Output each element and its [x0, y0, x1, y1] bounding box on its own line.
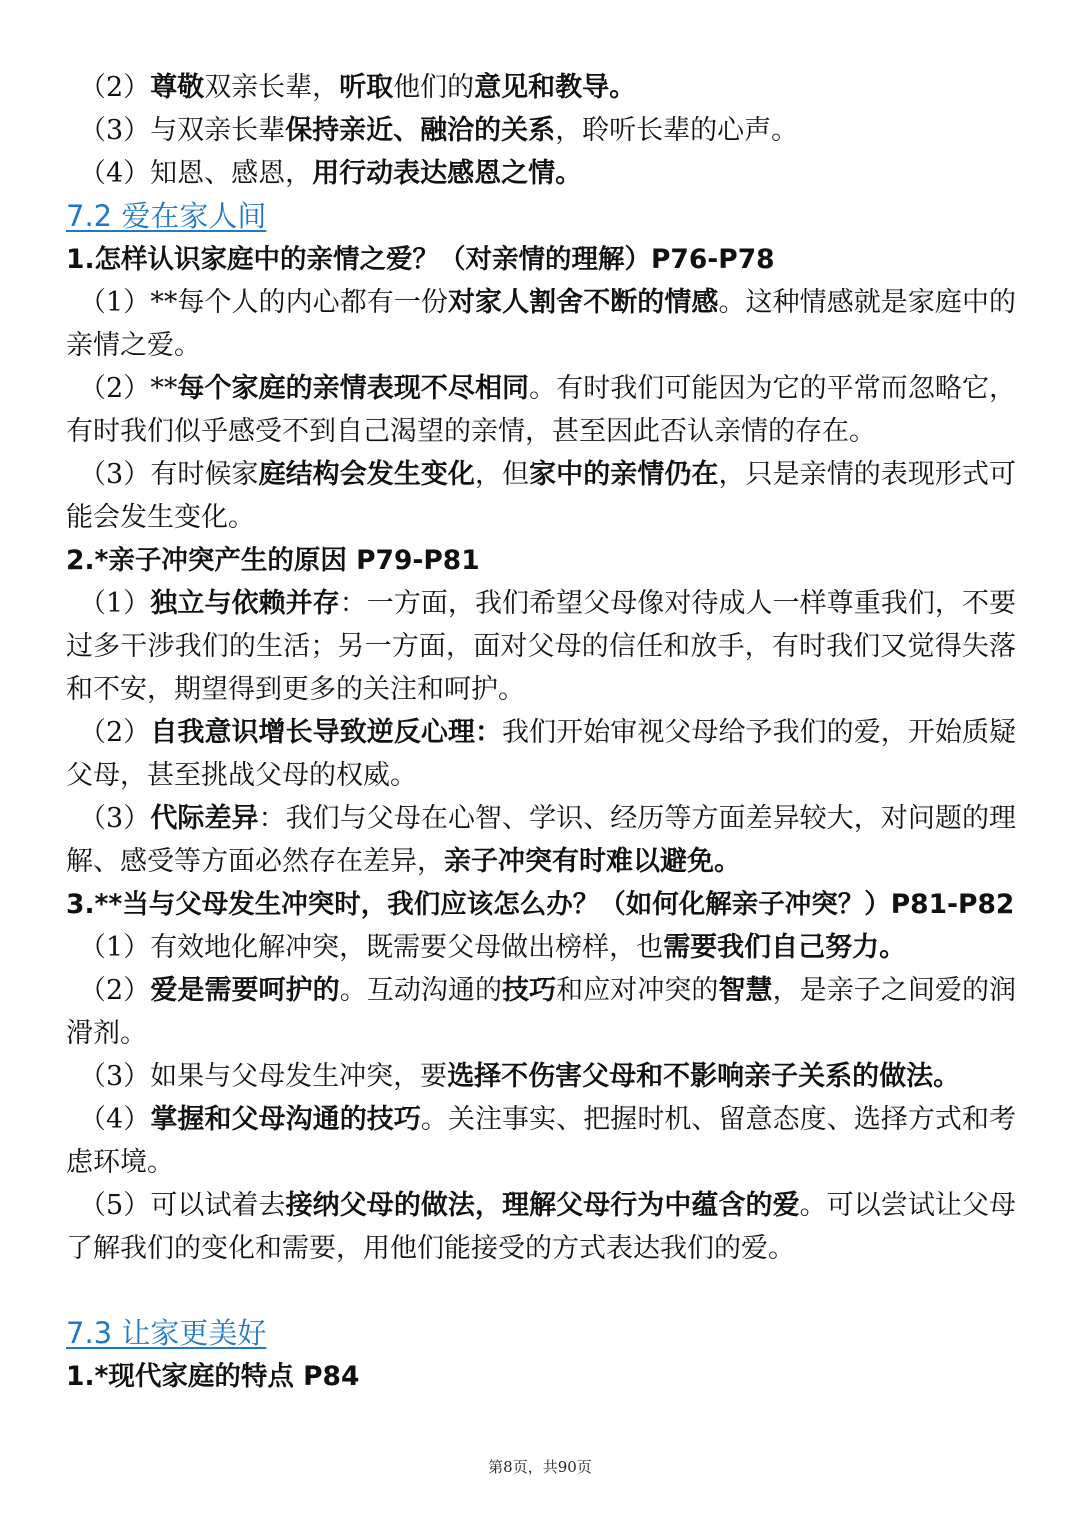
body-text: （2） — [79, 975, 151, 1006]
section-heading-7-3: 7.3 让家更美好 — [66, 1316, 267, 1350]
line-close-relationship — [66, 109, 1016, 152]
emphasis-text: 爱是需要呵护的 — [150, 975, 340, 1006]
question-1-heading: 1.怎样认识家庭中的亲情之爱？（对亲情的理解）P76-P78 — [66, 244, 775, 275]
body-text: ：我们与父母在心智、学识、经历等方面差异较大，对问题的理解、感受等方面必然存在差异， — [66, 803, 1017, 877]
emphasis-text: 掌握和父母沟通的技巧 — [150, 1104, 421, 1135]
emphasis-text: 接纳父母的做法，理解父母行为中蕴含的爱 — [285, 1190, 800, 1221]
question-3-heading: 3.**当与父母发生冲突时，我们应该怎么办？（如何化解亲子冲突？）P81-P82 — [66, 889, 1015, 920]
body-text: 他们的 — [393, 72, 475, 103]
question-3-point-3 — [66, 1055, 1016, 1098]
emphasis-text: 对家人割舍不断的情感 — [447, 287, 719, 318]
body-text: ，聆听长辈的心声。 — [555, 115, 799, 146]
body-text: （2） — [79, 717, 151, 748]
question-1-point-3 — [66, 453, 1016, 539]
question-3-point-4 — [66, 1098, 1016, 1184]
emphasis-text: 听取 — [339, 72, 394, 103]
question-1-point-2 — [66, 367, 1016, 453]
question-2-point-2 — [66, 711, 1016, 797]
body-text: 和应对冲突的 — [556, 975, 719, 1006]
body-text: （3）有时候家 — [79, 459, 259, 490]
section-spacer — [66, 1270, 1016, 1312]
page-footer — [0, 1457, 1080, 1477]
body-text: 。关注事实、把握时机、留意态度、选择方式和考虑环境。 — [66, 1104, 1017, 1178]
emphasis-text: 庭结构会发生变化 — [258, 459, 475, 490]
emphasis-text: 自我意识增长导致逆反心理： — [150, 717, 503, 748]
line-gratitude — [66, 152, 1016, 195]
section-heading-7-2: 7.2 爱在家人间 — [66, 199, 267, 233]
question-4-heading: 1.*现代家庭的特点 P84 — [66, 1361, 360, 1392]
line-respect-elders — [66, 66, 1016, 109]
body-text: （1）有效地化解冲突，既需要父母做出榜样，也 — [79, 932, 664, 963]
body-text: ：一方面，我们希望父母像对待成人一样尊重我们，不要过多干涉我们的生活；另一方面，面对父母的信任和放手，有时我们又觉得失落和不安，期望得到更多的关注和呵护。 — [66, 588, 1016, 705]
emphasis-text: 独立与依赖并存 — [150, 588, 340, 619]
emphasis-text: 用行动表达感恩之情。 — [312, 158, 583, 189]
question-3-point-1 — [66, 926, 1016, 969]
body-text: （3）如果与父母发生冲突，要 — [79, 1061, 448, 1092]
emphasis-text: 选择不伤害父母和不影响亲子关系的做法。 — [447, 1061, 961, 1092]
emphasis-text: 保持亲近、融洽的关系 — [285, 115, 556, 146]
emphasis-text: 尊敬 — [150, 72, 205, 103]
body-text: （3）与双亲长辈 — [79, 115, 286, 146]
body-text: 。有时我们可能因为它的平常而忽略它，有时我们似乎感受不到自己渴望的亲情，甚至因此否认亲情的存在。 — [66, 373, 1016, 447]
page-number: 第8页，共90页 — [488, 1458, 592, 1476]
emphasis-text: 家中的亲情仍在 — [529, 459, 719, 490]
emphasis-text: 意见和教导。 — [474, 72, 637, 103]
emphasis-text: 亲子冲突有时难以避免。 — [444, 846, 741, 877]
body-text: ，是亲子之间爱的润滑剂。 — [66, 975, 1017, 1049]
body-text: （3） — [79, 803, 151, 834]
body-text: （2）** — [79, 373, 178, 404]
emphasis-text: 需要我们自己努力。 — [663, 932, 907, 963]
body-text: 双亲长辈， — [204, 72, 340, 103]
question-3-point-2 — [66, 969, 1016, 1055]
emphasis-text: 代际差异 — [150, 803, 259, 834]
question-1-point-1 — [66, 281, 1016, 367]
body-text: 。可以尝试让父母了解我们的变化和需要，用他们能接受的方式表达我们的爱。 — [66, 1190, 1016, 1264]
body-text: （5）可以试着去 — [79, 1190, 286, 1221]
question-2-heading: 2.*亲子冲突产生的原因 P79-P81 — [66, 545, 480, 576]
question-2-point-1 — [66, 582, 1016, 711]
body-text: （4）知恩、感恩， — [79, 158, 313, 189]
question-2-point-3 — [66, 797, 1016, 883]
body-text: （2） — [79, 72, 151, 103]
body-text: （1）**每个人的内心都有一份 — [79, 287, 448, 318]
body-text: 。互动沟通的 — [339, 975, 503, 1006]
question-3-point-5 — [66, 1184, 1016, 1270]
body-text: （1） — [79, 588, 151, 619]
body-text: ，只是亲情的表现形式可能会发生变化。 — [66, 459, 1017, 533]
body-text: 我们开始审视父母给予我们的爱，开始质疑父母，甚至挑战父母的权威。 — [66, 717, 1017, 791]
body-text: 。这种情感就是家庭中的亲情之爱。 — [66, 287, 1017, 361]
emphasis-text: 技巧 — [502, 975, 557, 1006]
body-text: （4） — [79, 1104, 151, 1135]
emphasis-text: 每个家庭的亲情表现不尽相同 — [177, 373, 530, 404]
body-text: ，但 — [475, 459, 530, 490]
emphasis-text: 智慧 — [718, 975, 773, 1006]
document-page — [66, 66, 1016, 1398]
